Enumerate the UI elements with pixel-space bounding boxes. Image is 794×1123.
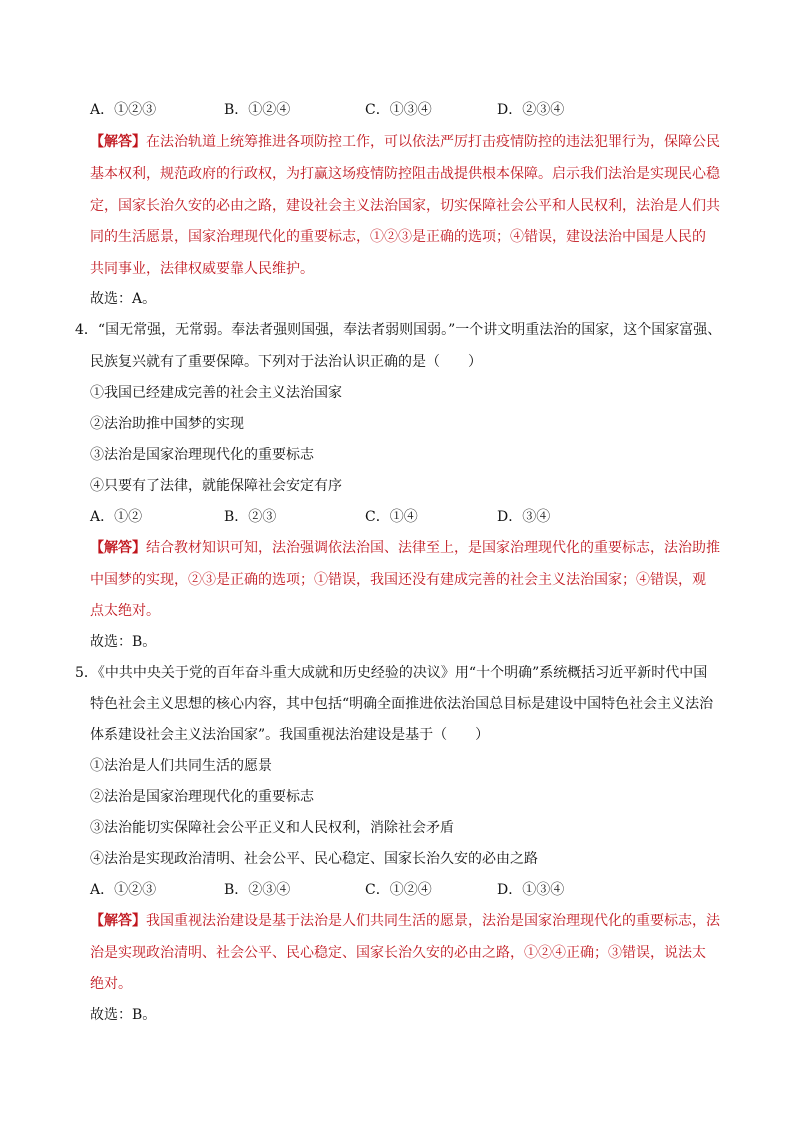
q4-item-4: ④只要有了法律，就能保障社会安定有序 — [90, 478, 342, 494]
analysis-tag: 【解答】 — [90, 540, 146, 556]
q3-option-a: A．①②③ — [90, 102, 157, 118]
q4-option-b: B．②③ — [224, 509, 277, 525]
q5-analysis-line-1: 【解答】我国重视法治建设是基于法治是人们共同生活的愿景，法治是国家治理现代化的重要标志，法 — [90, 913, 720, 929]
q3-analysis-line-3: 定，国家长治久安的必由之路，建设社会主义法治国家，切实保障社会公平和人民权利，法治是人们共 — [90, 198, 720, 214]
q5-item-4: ④法治是实现政治清明、社会公平、民心稳定、国家长治久安的必由之路 — [90, 851, 538, 867]
q4-analysis-line-3: 点太绝对。 — [90, 603, 160, 619]
q4-item-1: ①我国已经建成完善的社会主义法治国家 — [90, 385, 342, 401]
analysis-tag: 【解答】 — [90, 134, 146, 150]
q5-item-1: ①法治是人们共同生活的愿景 — [90, 758, 272, 774]
q5-analysis-line-2: 治是实现政治清明、社会公平、民心稳定、国家长治久安的必由之路，①②④正确；③错误，说法太 — [90, 945, 706, 961]
q4-stem-line-1: 4．“国无常强，无常弱。奉法者强则国强，奉法者弱则国弱。”一个讲文明重法治的国家，这个国家富强、 — [75, 322, 722, 338]
q5-stem-line-1: 5．《中共中央关于党的百年奋斗重大成就和历史经验的决议》用“十个明确”系统概括习近平新时代中国 — [75, 665, 708, 681]
q5-analysis-line-3: 绝对。 — [90, 976, 132, 992]
q5-item-3: ③法治能切实保障社会公平正义和人民权利，消除社会矛盾 — [90, 820, 454, 836]
q3-option-d: D．②③④ — [497, 102, 565, 118]
q4-item-2: ②法治助推中国梦的实现 — [90, 416, 244, 432]
q5-option-c: C．①②④ — [365, 882, 432, 898]
q4-option-a: A．①② — [90, 509, 143, 525]
q4-item-3: ③法治是国家治理现代化的重要标志 — [90, 447, 314, 463]
q3-analysis-line-2: 基本权利，规范政府的行政权，为打赢这场疫情防控阻击战提供根本保障。启示我们法治是实现民心稳 — [90, 166, 720, 182]
q5-answer: 故选：B。 — [90, 1007, 157, 1023]
q5-stem-line-3: 体系建设社会主义法治国家”。我国重视法治建设是基于（ ） — [90, 727, 490, 743]
q5-option-b: B．②③④ — [224, 882, 291, 898]
q4-analysis-line-1: 【解答】结合教材知识可知，法治强调依法治国、法律至上，是国家治理现代化的重要标志，法治助推 — [90, 540, 720, 556]
q5-option-d: D．①③④ — [497, 882, 565, 898]
q5-item-2: ②法治是国家治理现代化的重要标志 — [90, 789, 314, 805]
q4-option-d: D．③④ — [497, 509, 551, 525]
q3-option-c: C．①③④ — [365, 102, 432, 118]
q3-analysis-line-1: 【解答】在法治轨道上统筹推进各项防控工作，可以依法严厉打击疫情防控的违法犯罪行为，保障公民 — [90, 134, 720, 150]
q5-stem-line-2: 特色社会主义思想的核心内容，其中包括“明确全面推进依法治国总目标是建设中国特色社会主义法治 — [90, 696, 714, 712]
q4-analysis-line-2: 中国梦的实现，②③是正确的选项；①错误，我国还没有建成完善的社会主义法治国家；④错误，观 — [90, 572, 706, 588]
q5-option-a: A．①②③ — [90, 882, 157, 898]
q4-stem-line-2: 民族复兴就有了重要保障。下列对于法治认识正确的是（ ） — [90, 354, 482, 370]
analysis-tag: 【解答】 — [90, 913, 146, 929]
q4-option-c: C．①④ — [365, 509, 418, 525]
q3-analysis-line-5: 共同事业，法律权威要靠人民维护。 — [90, 261, 314, 277]
q3-option-b: B．①②④ — [224, 102, 291, 118]
q3-analysis-line-4: 同的生活愿景，国家治理现代化的重要标志，①②③是正确的选项；④错误，建设法治中国是人民的 — [90, 229, 706, 245]
q4-answer: 故选：B。 — [90, 634, 157, 650]
q3-answer: 故选：A。 — [90, 291, 157, 307]
